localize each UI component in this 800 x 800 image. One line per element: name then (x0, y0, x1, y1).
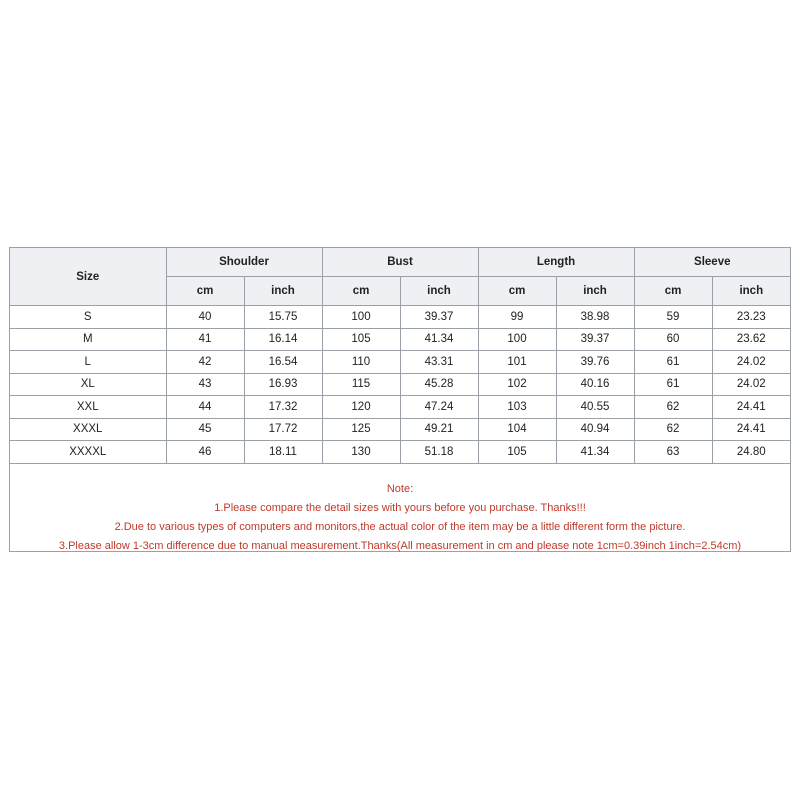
table-row (10, 373, 790, 396)
header-bust: Bust (322, 248, 478, 277)
table-cell: 15.75 (244, 306, 322, 329)
table-cell: 61 (634, 373, 712, 396)
unit-header-inch: inch (556, 277, 634, 306)
size-cell: L (10, 351, 166, 374)
table-cell: 103 (478, 396, 556, 419)
table-cell: 46 (166, 441, 244, 464)
size-cell: XXL (10, 396, 166, 419)
header-shoulder: Shoulder (166, 248, 322, 277)
table-cell: 24.41 (712, 396, 790, 419)
unit-header-inch: inch (712, 277, 790, 306)
size-cell: S (10, 306, 166, 329)
unit-header-inch: inch (244, 277, 322, 306)
table-cell: 120 (322, 396, 400, 419)
table-cell: 16.54 (244, 351, 322, 374)
table-cell: 39.37 (400, 306, 478, 329)
unit-header-cm: cm (322, 277, 400, 306)
table-cell: 17.32 (244, 396, 322, 419)
size-cell: XXXL (10, 418, 166, 441)
size-chart (9, 247, 791, 552)
unit-header-cm: cm (478, 277, 556, 306)
table-cell: 41 (166, 328, 244, 351)
table-cell: 45.28 (400, 373, 478, 396)
table-cell: 104 (478, 418, 556, 441)
table-cell: 49.21 (400, 418, 478, 441)
table-cell: 61 (634, 351, 712, 374)
size-header: Size (10, 248, 166, 306)
table-cell: 125 (322, 418, 400, 441)
table-cell: 105 (322, 328, 400, 351)
table-cell: 41.34 (400, 328, 478, 351)
table-cell: 40.94 (556, 418, 634, 441)
table-cell: 130 (322, 441, 400, 464)
size-table (10, 248, 790, 464)
table-cell: 99 (478, 306, 556, 329)
table-cell: 16.93 (244, 373, 322, 396)
table-cell: 18.11 (244, 441, 322, 464)
table-cell: 101 (478, 351, 556, 374)
table-row (10, 418, 790, 441)
table-cell: 110 (322, 351, 400, 374)
table-cell: 24.80 (712, 441, 790, 464)
table-cell: 105 (478, 441, 556, 464)
table-cell: 62 (634, 396, 712, 419)
table-cell: 43.31 (400, 351, 478, 374)
table-cell: 23.62 (712, 328, 790, 351)
header-sleeve: Sleeve (634, 248, 790, 277)
table-cell: 38.98 (556, 306, 634, 329)
table-cell: 40.16 (556, 373, 634, 396)
table-row (10, 396, 790, 419)
table-cell: 40 (166, 306, 244, 329)
table-cell: 100 (478, 328, 556, 351)
table-cell: 23.23 (712, 306, 790, 329)
table-cell: 102 (478, 373, 556, 396)
table-cell: 45 (166, 418, 244, 441)
table-cell: 60 (634, 328, 712, 351)
table-row (10, 328, 790, 351)
table-row (10, 441, 790, 464)
table-cell: 41.34 (556, 441, 634, 464)
table-cell: 24.41 (712, 418, 790, 441)
table-cell: 100 (322, 306, 400, 329)
note-line-2: 2.Due to various types of computers and monitors,the actual color of the item may be a little different form the picture. (114, 521, 686, 533)
table-row (10, 351, 790, 374)
size-cell: XXXXL (10, 441, 166, 464)
table-cell: 16.14 (244, 328, 322, 351)
table-cell: 59 (634, 306, 712, 329)
table-cell: 63 (634, 441, 712, 464)
table-cell: 43 (166, 373, 244, 396)
table-cell: 39.76 (556, 351, 634, 374)
table-cell: 47.24 (400, 396, 478, 419)
table-cell: 17.72 (244, 418, 322, 441)
table-cell: 24.02 (712, 351, 790, 374)
unit-header-inch: inch (400, 277, 478, 306)
note-line-1: 1.Please compare the detail sizes with yours before you purchase. Thanks!!! (214, 502, 586, 514)
table-cell: 24.02 (712, 373, 790, 396)
table-cell: 40.55 (556, 396, 634, 419)
table-cell: 115 (322, 373, 400, 396)
table-cell: 42 (166, 351, 244, 374)
table-row (10, 306, 790, 329)
notes-section (10, 480, 790, 556)
unit-header-cm: cm (634, 277, 712, 306)
table-cell: 39.37 (556, 328, 634, 351)
note-title: Note: (386, 483, 414, 495)
size-cell: XL (10, 373, 166, 396)
size-cell: M (10, 328, 166, 351)
table-cell: 51.18 (400, 441, 478, 464)
header-length: Length (478, 248, 634, 277)
table-cell: 62 (634, 418, 712, 441)
table-cell: 44 (166, 396, 244, 419)
unit-header-cm: cm (166, 277, 244, 306)
note-line-3: 3.Please allow 1-3cm difference due to manual measurement.Thanks(All measurement in cm and please note 1cm=0.39inch 1inch=2.54cm) (58, 540, 742, 552)
